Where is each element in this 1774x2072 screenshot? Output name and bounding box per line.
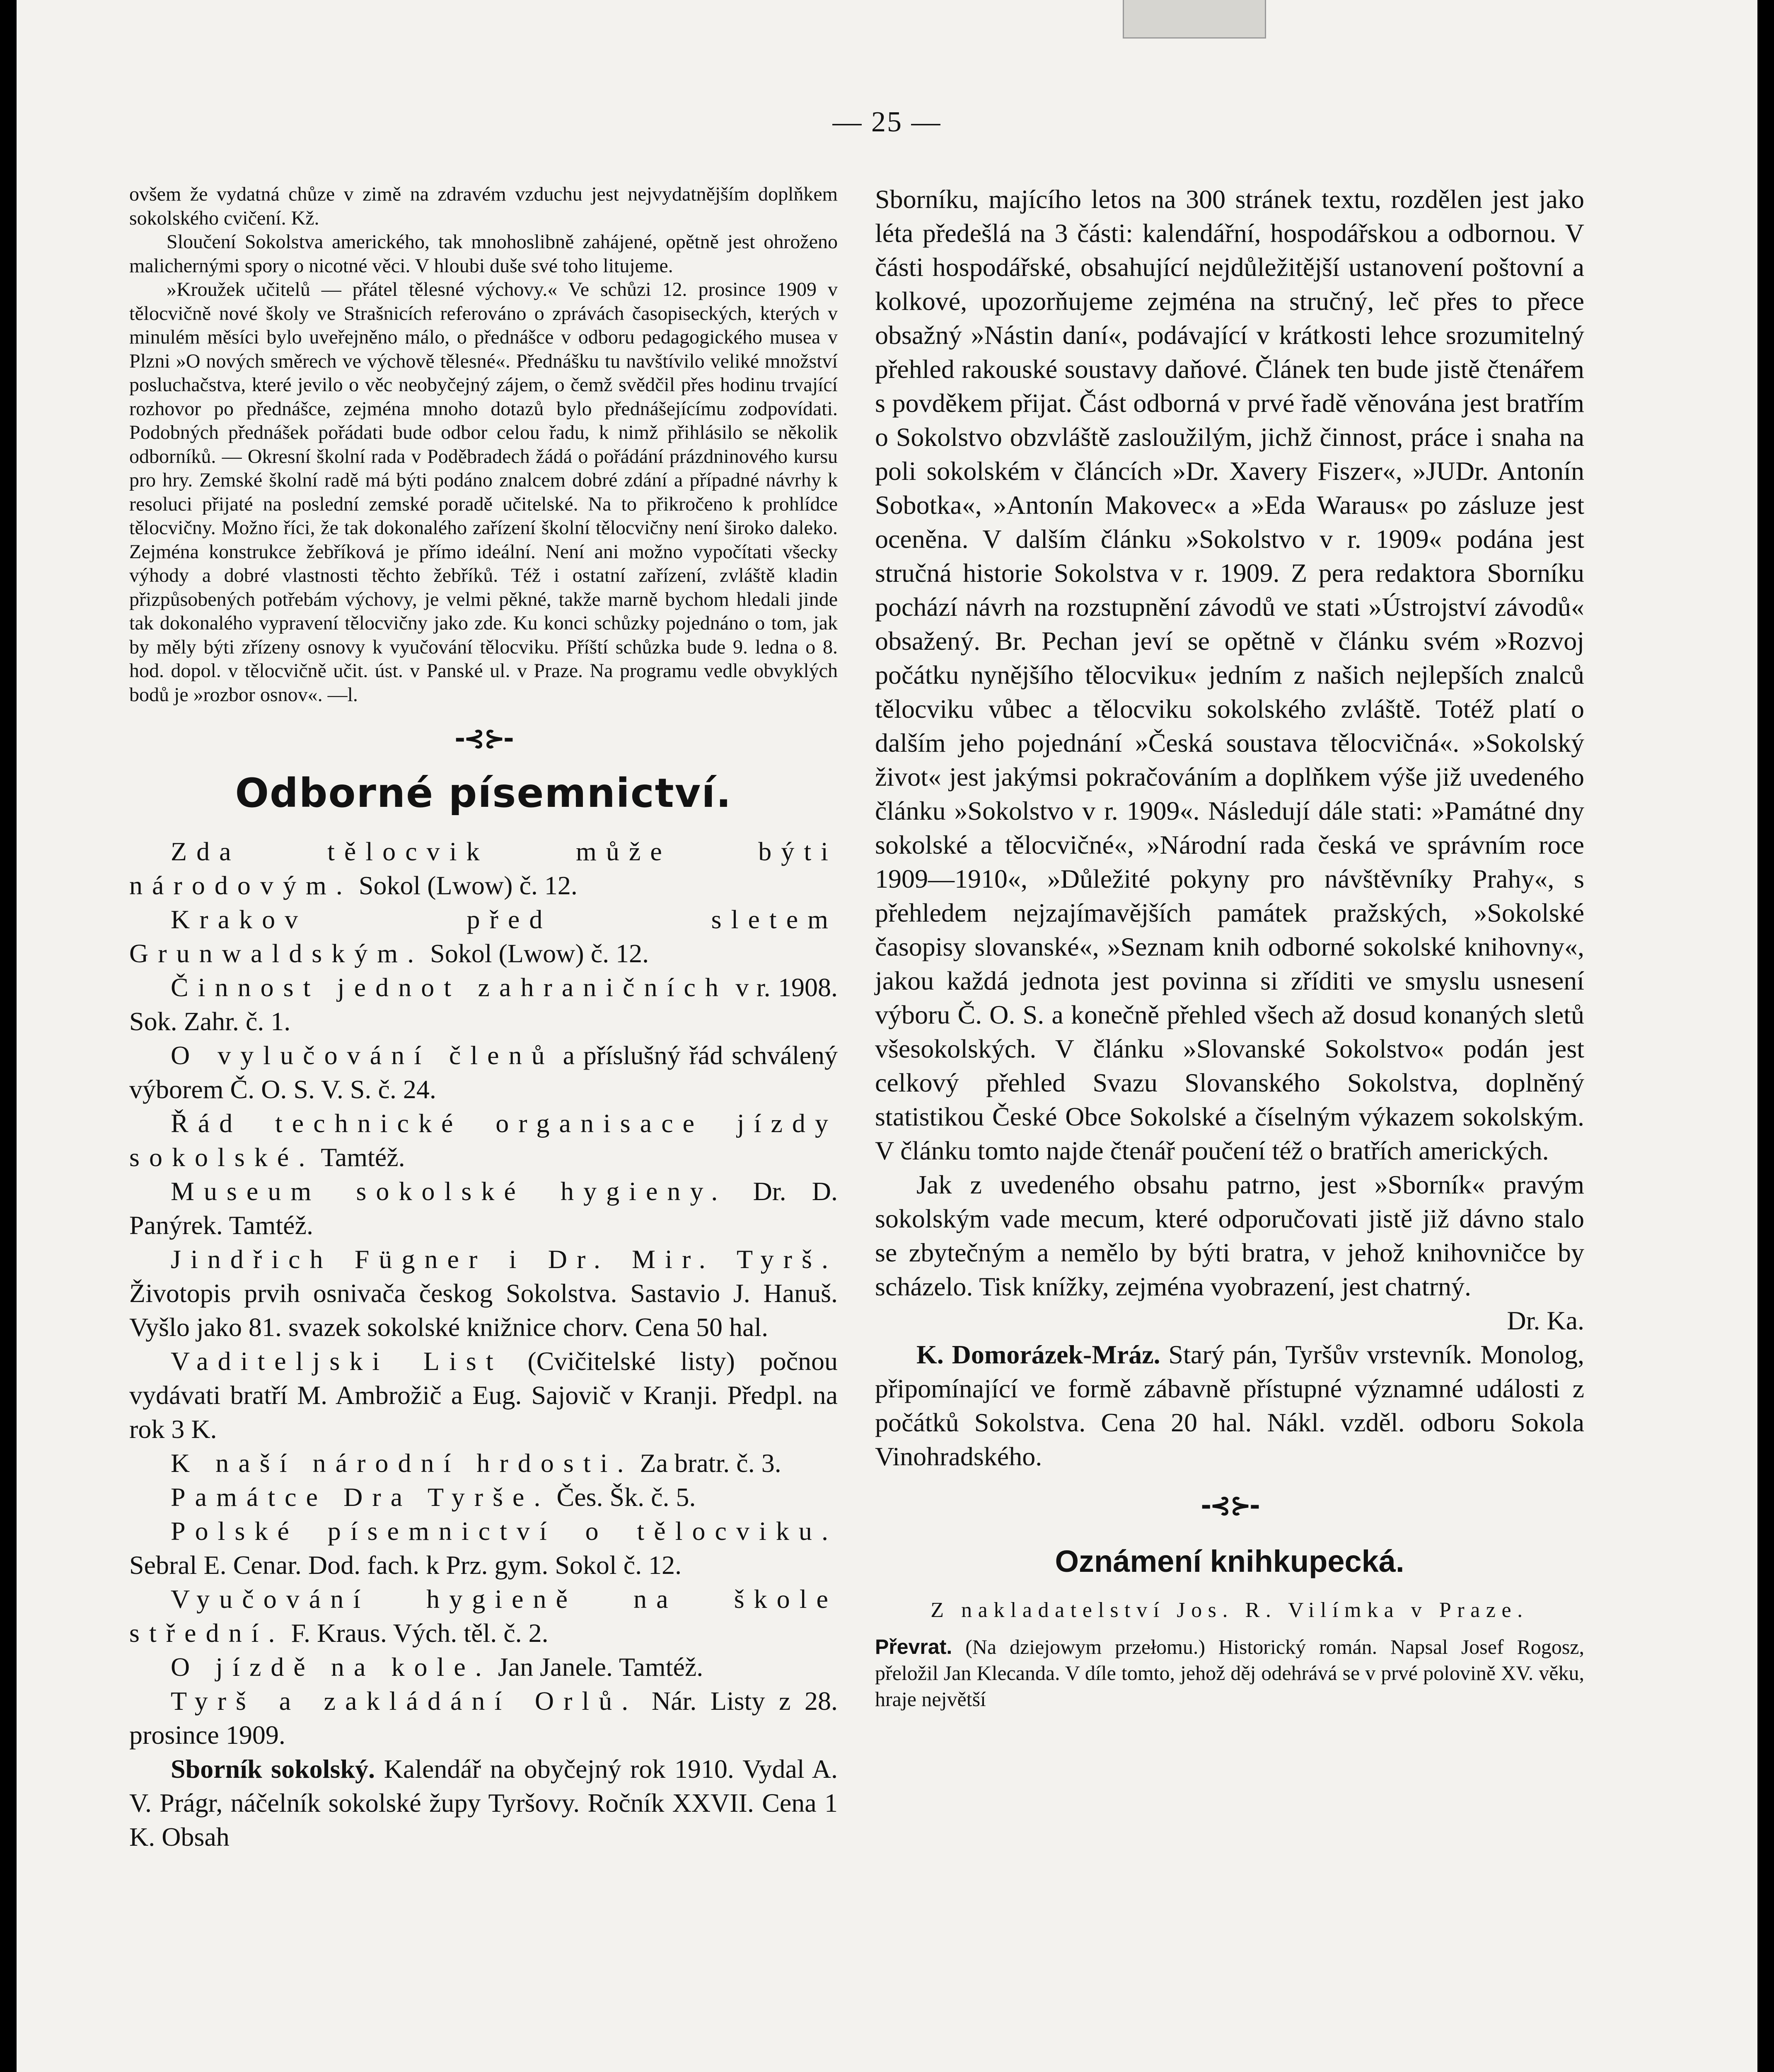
bibliography-entry xyxy=(129,903,838,971)
bibliography-entry xyxy=(129,1446,838,1480)
bibliography-entry xyxy=(129,1038,838,1106)
sbornik-text: Kalendář na obyčejný rok 1910. Vydal A. V. Prágr, náčelník sokolské župy Tyršovy. Ročník XXVII. Cena 1 K. Obsah xyxy=(129,1754,838,1852)
bibliography-entry xyxy=(129,1174,838,1242)
prevrat-paragraph xyxy=(875,1634,1584,1712)
bibliography-entry xyxy=(129,1480,838,1514)
bibliography-entry xyxy=(129,1514,838,1582)
scan-border-left xyxy=(0,0,17,2072)
entry-title: Památce Dra Tyrše. xyxy=(171,1482,550,1512)
domorazek-text: Starý pán, Tyršův vrstevník. Monolog, připomínající ve formě zábavně přístupné významné události z počátků Sokolstva. Cena 20 hal. Nákl. vzděl. odboru Sokola Vinohradského. xyxy=(875,1340,1585,1471)
scan-border-right xyxy=(1757,0,1774,2072)
entry-source: Tamtéž. xyxy=(314,1143,405,1172)
entry-source: F. Kraus. Vých. těl. č. 2. xyxy=(284,1618,549,1648)
entry-source: Sebral E. Cenar. Dod. fach. k Prz. gym. Sokol č. 12. xyxy=(129,1550,682,1580)
review-section xyxy=(875,182,1584,1474)
entry-title: Krakov před sletem Grunwaldským. xyxy=(129,905,838,968)
entry-title: K naší národní hrdosti. xyxy=(171,1448,633,1478)
bibliography-entry xyxy=(129,1684,838,1752)
entry-title: Činnost jednot zahraničních xyxy=(171,973,728,1002)
bibliography-entry xyxy=(129,1106,838,1174)
entry-title: Tyrš a zakládání Orlů. xyxy=(171,1686,638,1716)
bibliography-entry xyxy=(129,1242,838,1344)
sbornik-title: Sborník sokolský. xyxy=(171,1754,375,1784)
entry-source: Čes. Šk. č. 5. xyxy=(550,1482,696,1512)
bibliography-entry xyxy=(129,835,838,903)
bibliography-entry xyxy=(129,1650,838,1684)
news-section xyxy=(129,182,838,707)
prevrat-title: Převrat. xyxy=(875,1635,952,1658)
news-paragraph-1: ovšem že vydatná chůze v zimě na zdravém vzduchu jest nejvydatnějším doplňkem sokolského cvičení. Kž. xyxy=(129,183,838,229)
entry-source: v r. 1908. Sok. Zahr. č. 1. xyxy=(129,973,838,1036)
entry-title: Vyučování hygieně na škole střední. xyxy=(129,1584,838,1648)
entry-title: Zda tělocvik může býti národovým. xyxy=(129,837,838,900)
review-signature: Dr. Ka. xyxy=(1507,1306,1584,1335)
ornament-divider-right: -⊰⊱- xyxy=(1201,1490,1259,1520)
right-column xyxy=(875,182,1584,1712)
entry-title: Museum sokolské hygieny. xyxy=(171,1176,727,1206)
entry-title: Polské písemnictví o tělocviku. xyxy=(171,1516,838,1546)
news-paragraph-3: »Kroužek učitelů — přátel tělesné výchovy.« Ve schůzi 12. prosince 1909 v tělocvičně nové školy ve Strašnicích referováno o zprávách časopiseckých, kterých v minulém měsíci bylo uveřejněno málo, o přednášce v odboru pedagogického musea v Plzni »O nových směrech ve výchově tělesné«. Přednášku tu navštívilo veliké množství posluchačstva, které jevilo o věc neobyčejný zájem, o čemž svědčil přes hodinu trvající rozhovor po přednášce, zejména mnoho dotazů bylo přednášejícímu zodpovídati. Podobných přednášek pořádati bude odbor celou řadu, k nimž přihlásilo se několik odborníků. — Okresní školní rada v Poděbradech žádá o pořádání prázdninového kursu pro hry. Zemské školní radě má býti podáno znalcem dobré zdání a případné návrhy k resoluci přijaté na poslední zemské poradě učitelské. Na to přikročeno k prohlídce tělocvičny. Možno říci, že tak dokonalého zařízení školní tělocvičny není široko daleko. Zejména konstrukce žebříková je přímo ideální. Není ani možno vypočítati všecky výhody a dobré vlastnosti těchto žebříků. Též i ostatní zařízení, zvláště kladin přizpůsobených potřebám výchovy, je velmi pěkné, takže marně bychom hledali jinde tak dokonalého vypravení tělocvičny jako zde. Ku konci schůzky pojednáno o tom, jak by měly býti zřízeny osnovy k vyučování tělocviku. Příští schůzka bude 9. ledna o 8. hod. dopol. v tělocvičně učit. úst. v Panské ul. v Praze. Na programu vedle obvyklých bodů je »rozbor osnov«. —l. xyxy=(129,278,838,706)
publisher-line: Z nakladatelství Jos. R. Vilímka v Praze. xyxy=(931,1598,1529,1622)
review-paragraph-1: Sborníku, majícího letos na 300 stránek textu, rozdělen jest jako léta předešlá na 3 části: kalendářní, hospodářskou a odbornou. V části hospodářské, obsahující nejdůležitější ustanovení poštovní a kolkové, upozorňujeme zejména na stručný, leč přes to přece obsažný »Nástin daní«, podávající v krátkosti lehce srozumitelný přehled rakouské soustavy daňové. Článek ten bude jistě čtenářem s povděkem přijat. Část odborná v prvé řadě věnována jest bratřím o Sokolstvo obzvláště zasloužilým, jichž činnost, práce i snaha na poli sokolském v článcích »Dr. Xavery Fiszer«, »JUDr. Antonín Sobotka«, »Antonín Makovec« a »Eda Waraus« po zásluze jest oceněna. V dalším článku »Sokolstvo v r. 1909« podána jest stručná historie Sokolstva v r. 1909. Z pera redaktora Sborníku pochází návrh na rozstupnění závodů ve stati »Ústrojství závodů« obsažený. Br. Pechan jeví se opětně v článku svém »Rozvoj počátku nynějšího tělocviku« jedním z našich nejlepších znalců tělocviku vůbec a tělocviku sokolského zvláště. Totéž platí o dalším jeho pojednání »Česká soustava tělocvičná«. »Sokolský život« jest jakýmsi pokračováním a doplňkem výše již uvedeného článku »Sokolstvo v r. 1909«. Následují dále stati: »Památné dny sokolské a tělocvičné«, »Národní rada česká ve správním roce 1909—1910«, »Důležité pokyny pro návštěvníky Prahy«, s přehledem nejzajímavějších památek pražských, »Sokolské časopisy slovanské«, »Seznam knih odborné sokolské knihovny«, jakou každá jednota jest povinna si zříditi ve smyslu usnesení výboru Č. O. S. a konečně přehled všech až dosud konaných sletů všesokolských. V článku »Slovanské Sokolstvo« podán jest celkový přehled Svazu Slovanského Sokolstva, doplněný statistikou České Obce Sokolské a číselným výkazem sokolským. V článku tomto najde čtenář poučení též o bratřích amerických. xyxy=(875,184,1584,1165)
entry-source: (Cvičitelské listy) počnou vydávati bratří M. Ambrožič a Eug. Sajovič v Kranji. Předpl. na rok 3 K. xyxy=(129,1346,838,1444)
bibliography-entry xyxy=(129,971,838,1038)
notice-title: Oznámení knihkupecká. xyxy=(1055,1544,1404,1578)
review-paragraph-2: Jak z uvedeného obsahu patrno, jest »Sborník« pravým sokolským vade mecum, které odporučovati jistě již dávno stalo se zbytečným a nemělo by býti bratra, v jehož knihovničce by scházelo. Tisk knížky, zejména vyobrazení, jest chatrný. xyxy=(875,1170,1584,1301)
bibliography-entry xyxy=(129,1344,838,1446)
entry-source: Sokol (Lwow) č. 12. xyxy=(423,939,649,968)
news-paragraph-2: Sloučení Sokolstva amerického, tak mnohoslibně zahájené, opětně jest ohroženo malichernými spory o nicotné věci. V hloubi duše své toho litujeme. xyxy=(129,231,838,277)
bibliography-list xyxy=(129,835,838,1854)
entry-source: Jan Janele. Tamtéž. xyxy=(491,1652,703,1682)
entry-title: O jízdě na kole. xyxy=(171,1652,491,1682)
entry-source: Životopis prvih osnivača českog Sokolstva. Sastavio J. Hanuš. Vyšlo jako 81. svazek sokolské knižnice chorv. Cena 50 hal. xyxy=(129,1278,838,1342)
entry-title: Jindřich Fügner i Dr. Mir. Tyrš. xyxy=(171,1244,838,1274)
entry-title: O vylučování členů xyxy=(171,1041,554,1070)
prevrat-text: (Na dziejowym przełomu.) Historický román. Napsal Josef Rogosz, přeložil Jan Klecanda. V díle tomto, jehož děj odehrává se v prvé polovině XV. věku, hraje největší xyxy=(875,1635,1584,1711)
entry-title: Řád technické organisace jízdy sokolské. xyxy=(129,1109,838,1172)
entry-source: Za bratr. č. 3. xyxy=(633,1448,781,1478)
tape-strip xyxy=(1123,0,1266,39)
entry-source: Sokol (Lwow) č. 12. xyxy=(352,871,578,900)
page-number: — 25 — xyxy=(832,106,942,138)
notice-section xyxy=(875,1634,1584,1712)
ornament-divider: -⊰⊱- xyxy=(454,723,512,753)
domorazek-paragraph xyxy=(875,1338,1584,1474)
domorazek-title: K. Domorázek-Mráz. xyxy=(916,1340,1160,1369)
bibliography-entry xyxy=(129,1582,838,1650)
left-column xyxy=(129,182,838,1854)
entry-title: Vaditeljski List xyxy=(171,1346,503,1376)
section-title: Odborné písemnictví. xyxy=(235,770,732,816)
entry-source: a příslušný řád schválený výborem Č. O. S. V. S. č. 24. xyxy=(129,1041,838,1104)
entry-source: Nár. Listy z 28. prosince 1909. xyxy=(129,1686,838,1750)
sbornik-paragraph xyxy=(129,1752,838,1854)
entry-source: Dr. D. Panýrek. Tamtéž. xyxy=(129,1176,838,1240)
